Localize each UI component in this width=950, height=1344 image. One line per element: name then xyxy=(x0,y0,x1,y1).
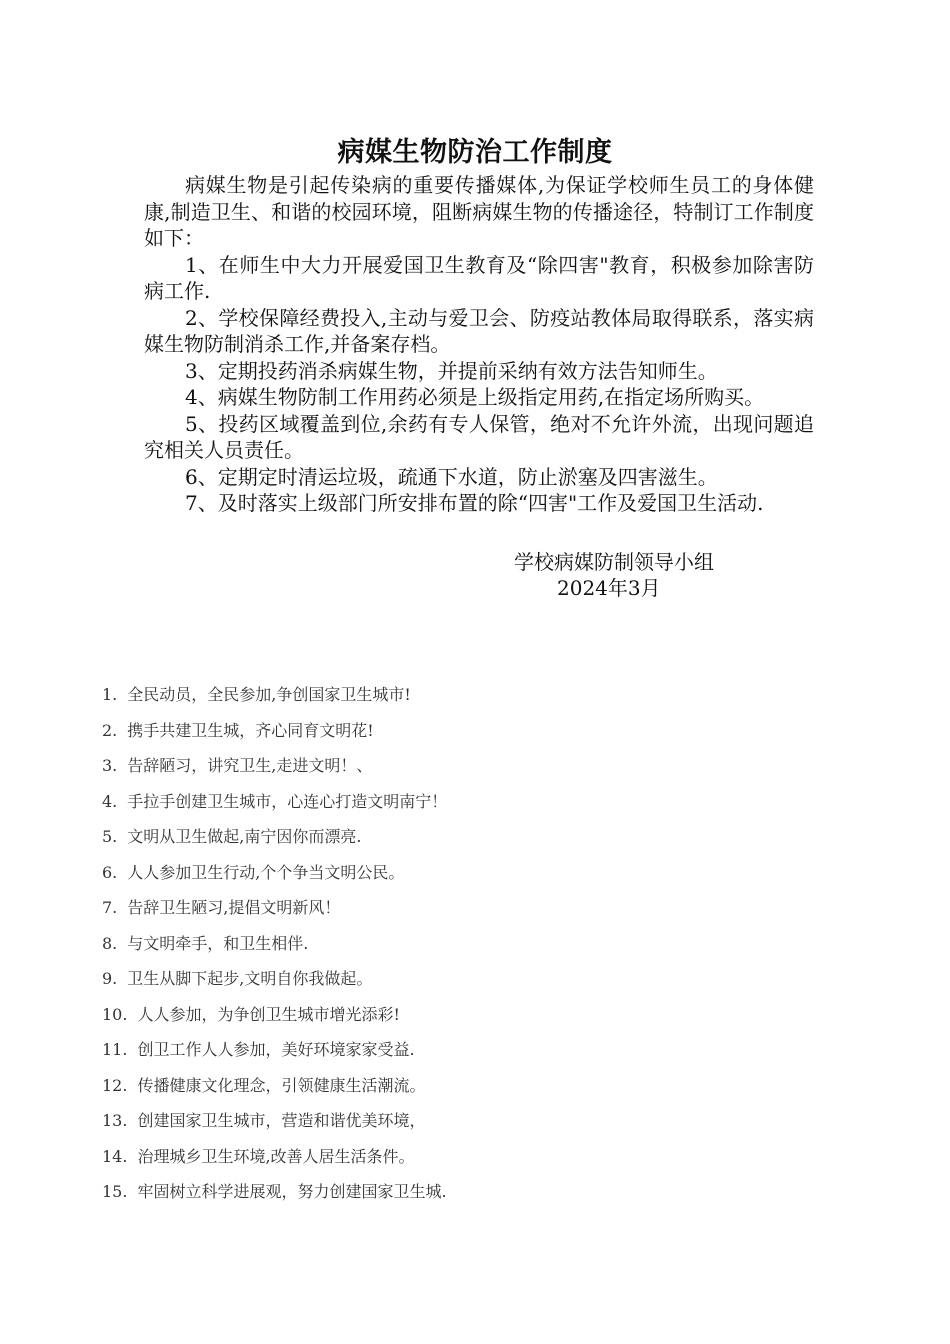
slogan-number: 6. xyxy=(102,862,118,882)
slogan-item xyxy=(102,926,862,962)
slogan-number: 8. xyxy=(102,933,118,953)
slogan-text: 手拉手创建卫生城市，心连心打造文明南宁！ xyxy=(127,791,448,811)
slogan-text: 治理城乡卫生环境,改善人居生活条件。 xyxy=(137,1146,415,1166)
intro-paragraph: 病媒生物是引起传染病的重要传播媒体,为保证学校师生员工的身体健康,制造卫生、和谐的校园环境，阻断病媒生物的传播途径，特制订工作制度如下： xyxy=(144,173,814,250)
slogan-number: 14. xyxy=(102,1146,128,1166)
slogan-number: 3. xyxy=(102,756,118,775)
slogan-text: 告辞卫生陋习,提倡文明新风！ xyxy=(127,898,341,917)
rule-paragraph: 5、投药区域覆盖到位,余药有专人保管，绝对不允许外流，出现问题追究相关人员责任。 xyxy=(144,411,814,462)
slogan-number: 2. xyxy=(102,720,118,740)
slogan-item xyxy=(102,961,862,997)
slogan-text: 卫生从脚下起步,文明自你我做起。 xyxy=(127,969,373,988)
rule-paragraph: 3、定期投药消杀病媒生物，并提前采纳有效方法告知师生。 xyxy=(185,358,718,383)
slogan-item xyxy=(102,890,862,926)
signature-organization: 学校病媒防制领导小组 xyxy=(514,550,714,574)
slogan-item xyxy=(102,1032,862,1068)
slogan-text: 告辞陋习，讲究卫生,走进文明！、 xyxy=(127,756,373,775)
slogan-item xyxy=(102,677,862,713)
signature-date: 2024年3月 xyxy=(557,576,661,600)
slogan-text: 人人参加，为争创卫生城市增光添彩! xyxy=(137,1004,400,1024)
slogan-item xyxy=(102,855,862,891)
slogan-number: 7. xyxy=(102,898,118,917)
rule-paragraph: 7、及时落实上级部门所安排布置的除“四害"工作及爱国卫生活动. xyxy=(185,491,764,515)
slogan-item xyxy=(102,997,862,1033)
slogan-text: 牢固树立科学进展观，努力创建国家卫生城. xyxy=(137,1182,447,1201)
rule-paragraph: 4、病媒生物防制工作用药必须是上级指定用药,在指定场所购买。 xyxy=(185,385,765,409)
rule-paragraph: 1、在师生中大力开展爱国卫生教育及“除四害"教育，积极参加除害防病工作. xyxy=(144,252,814,303)
slogan-text: 文明从卫生做起,南宁因你而漂亮. xyxy=(127,827,362,846)
slogan-list xyxy=(102,677,862,1210)
slogan-text: 全民动员，全民参加,争创国家卫生城市! xyxy=(127,685,411,704)
slogan-number: 13. xyxy=(102,1111,128,1130)
slogan-text: 创建国家卫生城市，营造和谐优美环境， xyxy=(137,1111,426,1130)
slogan-item xyxy=(102,819,862,855)
slogan-number: 10. xyxy=(102,1004,128,1024)
slogan-item xyxy=(102,1174,862,1210)
slogan-text: 携手共建卫生城，齐心同育文明花! xyxy=(127,720,374,740)
slogan-item xyxy=(102,748,862,784)
slogan-item xyxy=(102,1103,862,1139)
slogan-text: 创卫工作人人参加，美好环境家家受益. xyxy=(137,1040,415,1059)
rule-paragraph: 6、定期定时清运垃圾，疏通下水道，防止淤塞及四害滋生。 xyxy=(185,464,718,489)
slogan-number: 15. xyxy=(102,1182,128,1201)
slogan-text: 传播健康文化理念，引领健康生活潮流。 xyxy=(137,1075,426,1095)
slogan-number: 5. xyxy=(102,827,118,846)
slogan-number: 12. xyxy=(102,1075,128,1095)
slogan-number: 1. xyxy=(102,685,118,704)
slogan-item xyxy=(102,784,862,820)
slogan-number: 11. xyxy=(102,1040,128,1059)
slogan-text: 人人参加卫生行动,个个争当文明公民。 xyxy=(127,862,405,882)
rule-paragraph: 2、学校保障经费投入,主动与爱卫会、防疫站教体局取得联系，落实病媒生物防制消杀工作,并备案存档。 xyxy=(144,305,814,356)
slogan-item xyxy=(102,1068,862,1104)
slogan-number: 4. xyxy=(102,791,118,811)
slogan-text: 与文明牵手，和卫生相伴. xyxy=(127,933,309,953)
slogan-number: 9. xyxy=(102,969,118,988)
document-title: 病媒生物防治工作制度 xyxy=(337,137,613,168)
slogan-item xyxy=(102,1139,862,1175)
slogan-item xyxy=(102,713,862,749)
document-body xyxy=(144,172,814,517)
